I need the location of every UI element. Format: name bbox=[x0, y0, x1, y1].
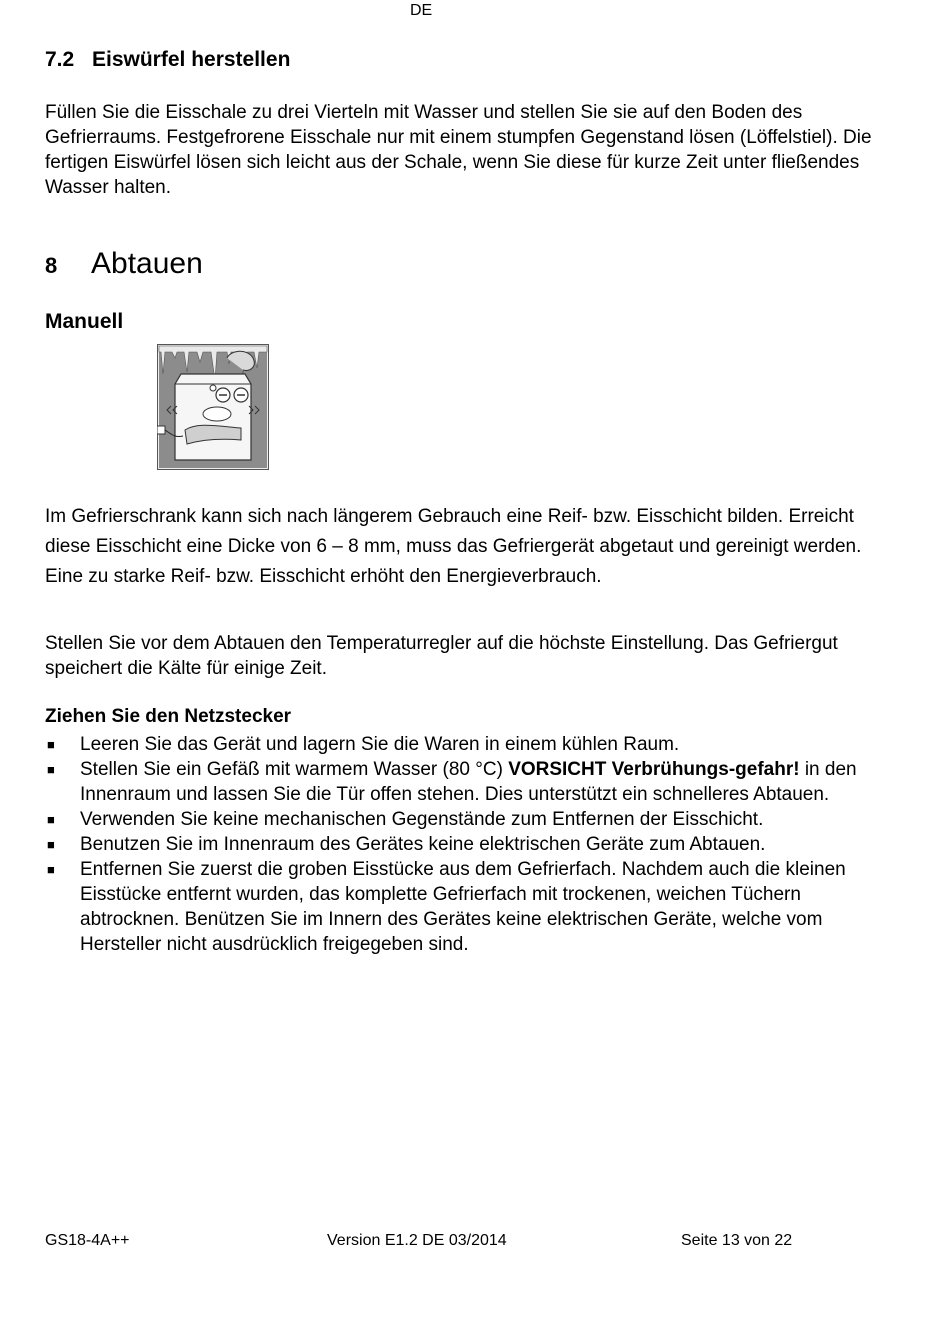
header-language: DE bbox=[410, 2, 433, 19]
section-7-2-heading bbox=[45, 48, 290, 72]
section-title: Abtauen bbox=[91, 247, 203, 280]
bullet-icon: ■ bbox=[47, 737, 55, 752]
section-number: 7.2 bbox=[45, 48, 75, 71]
section-7-2-paragraph: Füllen Sie die Eisschale zu drei Vierteln mit Wasser und stellen Sie sie auf den Boden des Gefrierraums. Festgefrorene Eisschale nur mit einem stumpfen Gegenstand lösen (Löffelstiel). Die fertigen Eiswürfel lösen sich leicht aus der Schale, wenn Sie diese für kurze Zeit unter fließendes Wasser halten. bbox=[45, 102, 872, 198]
section-number: 8 bbox=[45, 253, 58, 278]
bullet-icon: ■ bbox=[47, 837, 55, 852]
list-item: ■ Entfernen Sie zuerst die groben Eisstücke aus dem Gefrierfach. Nachdem auch die kleinen Eisstücke entfernt wurden, das komplette Gefrierfach mit trockenen, weichen Tüchern abtrocknen. Benützen Sie im Innern des Gerätes keine elektrischen Geräte, welche vom Hersteller nicht ausdrücklich freigegeben sind. bbox=[47, 859, 846, 955]
section-title: Eiswürfel herstellen bbox=[92, 48, 291, 71]
temperature-paragraph: Stellen Sie vor dem Abtauen den Temperaturregler auf die höchste Einstellung. Das Gefriergut speichert die Kälte für einige Zeit. bbox=[45, 633, 838, 679]
defrost-intro-paragraph: Im Gefrierschrank kann sich nach längerem Gebrauch eine Reif- bzw. Eisschicht bilden. Erreicht diese Eisschicht eine Dicke von 6 – 8 mm, muss das Gefriergerät abgetaut und gereinigt werden. Eine zu starke Reif- bzw. Eisschicht erhöht den Energieverbrauch. bbox=[45, 506, 862, 587]
list-item: ■ Stellen Sie ein Gefäß mit warmem Wasser (80 °C) VORSICHT Verbrühungs-gefahr! in den Innenraum und lassen Sie die Tür offen stehen. Dies unterstützt ein schnelleres Abtauen. bbox=[47, 759, 857, 805]
bullet-icon: ■ bbox=[47, 862, 55, 877]
list-item: ■ Benutzen Sie im Innenraum des Gerätes keine elektrischen Geräte zum Abtauen. bbox=[47, 834, 766, 855]
list-heading: Ziehen Sie den Netzstecker bbox=[45, 706, 292, 727]
list-item: ■ Verwenden Sie keine mechanischen Gegenstände zum Entfernen der Eisschicht. bbox=[47, 809, 764, 830]
footer-model: GS18-4A++ bbox=[45, 1232, 130, 1249]
subsection-heading: Manuell bbox=[45, 310, 124, 333]
bullet-icon: ■ bbox=[47, 812, 55, 827]
bullet-icon: ■ bbox=[47, 762, 55, 777]
footer-page-number: Seite 13 von 22 bbox=[681, 1232, 793, 1249]
list-item: ■ Leeren Sie das Gerät und lagern Sie die Waren in einem kühlen Raum. bbox=[47, 734, 680, 755]
warning-text: VORSICHT Verbrühungs-gefahr! bbox=[508, 759, 800, 780]
defrost-illustration bbox=[157, 344, 269, 470]
defrost-steps-list bbox=[45, 732, 885, 957]
section-8-heading bbox=[45, 247, 203, 281]
footer-version: Version E1.2 DE 03/2014 bbox=[327, 1232, 507, 1249]
